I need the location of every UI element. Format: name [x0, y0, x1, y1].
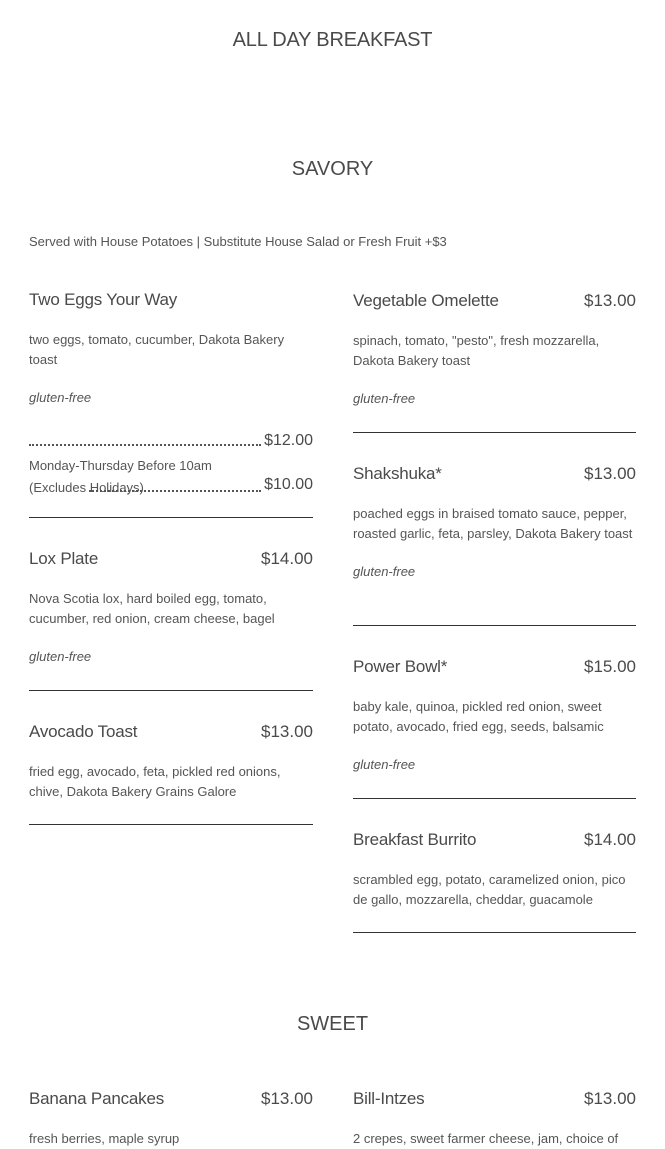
- item-price: $13.00: [261, 722, 313, 741]
- price-line-special: [29, 455, 313, 497]
- item-description: fresh berries, maple syrup: [29, 1131, 180, 1146]
- dot-leader: [29, 444, 261, 446]
- item-price: $13.00: [584, 291, 636, 310]
- section-title-sweet: SWEET: [296, 1013, 369, 1035]
- page-title: ALL DAY BREAKFAST: [232, 29, 433, 51]
- dot-leader: [89, 490, 261, 492]
- divider: [353, 932, 636, 933]
- menu-item-lox-plate: [29, 549, 313, 664]
- menu-item-bill-intzes: [353, 1089, 636, 1149]
- special-price: $10.00: [264, 476, 313, 493]
- item-description: baby kale, quinoa, pickled red onion, sweet potato, avocado, fried egg, seeds, balsamic: [353, 699, 604, 734]
- item-name: Avocado Toast: [29, 722, 138, 741]
- menu-item-two-eggs: [29, 290, 313, 405]
- menu-item-power-bowl: [353, 657, 636, 772]
- item-price: $13.00: [584, 1089, 636, 1108]
- item-price: $14.00: [261, 549, 313, 568]
- menu-item-shakshuka: [353, 464, 636, 579]
- item-name: Banana Pancakes: [29, 1089, 164, 1108]
- item-name: Shakshuka*: [353, 464, 442, 483]
- item-description: scrambled egg, potato, caramelized onion, pico de gallo, mozzarella, cheddar, guacamole: [353, 872, 626, 907]
- item-description: two eggs, tomato, cucumber, Dakota Bakery toast: [29, 332, 285, 367]
- special-label: Monday-Thursday Before 10am (Excludes Holidays): [29, 458, 212, 495]
- savory-note: Served with House Potatoes | Substitute House Salad or Fresh Fruit +$3: [29, 234, 447, 249]
- gluten-free-tag: gluten-free: [353, 391, 416, 406]
- item-price: $14.00: [584, 830, 636, 849]
- item-description: 2 crepes, sweet farmer cheese, jam, choice of: [353, 1131, 619, 1146]
- section-title-savory: SAVORY: [291, 158, 374, 180]
- item-name: Lox Plate: [29, 549, 99, 568]
- divider: [353, 625, 636, 626]
- divider: [29, 517, 313, 518]
- item-price: $12.00: [264, 432, 313, 449]
- item-price: $13.00: [584, 464, 636, 483]
- item-description: poached eggs in braised tomato sauce, pepper, roasted garlic, feta, parsley, Dakota Bakery toast: [353, 506, 633, 541]
- item-name: Power Bowl*: [353, 657, 448, 676]
- item-description: spinach, tomato, "pesto", fresh mozzarella, Dakota Bakery toast: [353, 333, 600, 368]
- price-line-regular: [29, 432, 313, 452]
- divider: [353, 798, 636, 799]
- item-description: Nova Scotia lox, hard boiled egg, tomato, cucumber, red onion, cream cheese, bagel: [29, 591, 275, 626]
- item-name: Two Eggs Your Way: [29, 290, 178, 309]
- item-name: Breakfast Burrito: [353, 830, 477, 849]
- item-name: Bill-Intzes: [353, 1089, 425, 1108]
- gluten-free-tag: gluten-free: [29, 649, 92, 664]
- menu-item-vegetable-omelette: [353, 291, 636, 406]
- divider: [353, 432, 636, 433]
- item-name: Vegetable Omelette: [353, 291, 499, 310]
- divider: [29, 690, 313, 691]
- gluten-free-tag: gluten-free: [353, 757, 416, 772]
- item-price: $15.00: [584, 657, 636, 676]
- item-description: fried egg, avocado, feta, pickled red onions, chive, Dakota Bakery Grains Galore: [29, 764, 281, 799]
- gluten-free-tag: gluten-free: [353, 564, 416, 579]
- gluten-free-tag: gluten-free: [29, 390, 92, 405]
- menu-item-avocado-toast: [29, 722, 313, 802]
- menu-item-breakfast-burrito: [353, 830, 636, 910]
- item-price: $13.00: [261, 1089, 313, 1108]
- menu-item-banana-pancakes: [29, 1089, 313, 1149]
- divider: [29, 824, 313, 825]
